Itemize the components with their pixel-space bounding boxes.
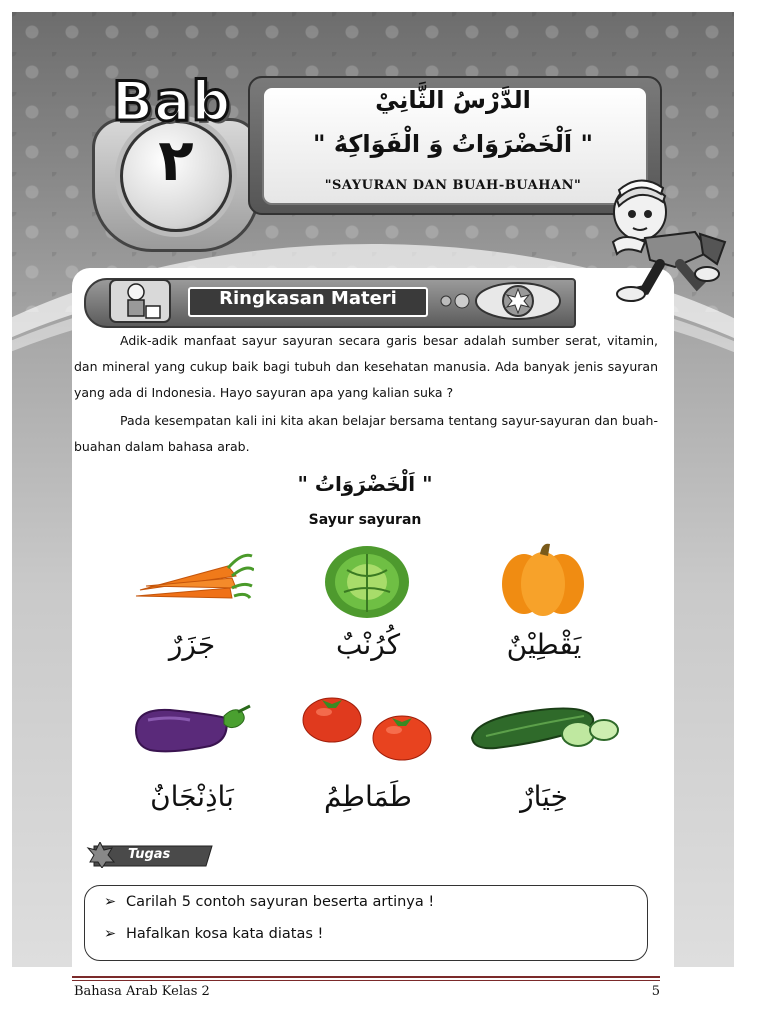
arabic-vegetables-heading: " اَلْخَضْرَوَاتُ " — [297, 472, 433, 496]
footer-rule-thin — [72, 980, 660, 981]
tugas-label: Tugas — [128, 847, 171, 862]
task-item — [104, 926, 323, 942]
arabic-word-cabbage: كُرُنْبٌ — [335, 628, 401, 661]
task-text: Hafalkan kosa kata diatas ! — [126, 926, 324, 942]
carrot-illustration — [132, 546, 254, 602]
footer-book-title: Bahasa Arab Kelas 2 — [74, 984, 210, 999]
tomato-illustration — [300, 690, 440, 768]
arabic-word-eggplant: بَاذِنْجَانٌ — [150, 780, 234, 813]
running-boy-illustration — [605, 172, 730, 307]
arrow-bullet-icon: ➢ — [104, 926, 117, 942]
latin-chapter-title: "SAYURAN DAN BUAH-BUAHAN" — [324, 178, 582, 193]
cucumber-illustration — [466, 698, 622, 754]
second-paragraph — [74, 408, 658, 460]
star-ornament-icon — [436, 281, 572, 321]
arabic-word-carrot: جَزَرٌ — [168, 628, 216, 661]
vegetables-heading: Sayur sayuran — [308, 512, 422, 528]
arrow-bullet-icon: ➢ — [104, 894, 117, 910]
student-icon — [100, 278, 178, 324]
task-item — [104, 894, 434, 910]
arabic-lesson-title: الدَّرْسُ الثَّانِيْ — [375, 86, 531, 114]
section-title: Ringkasan Materi — [219, 288, 397, 309]
eggplant-illustration — [130, 700, 252, 756]
arabic-word-tomato: طَمَاطِمُ — [324, 780, 412, 813]
chapter-number: ٢ — [158, 126, 194, 194]
intro-paragraph-text: Adik-adik manfaat sayur sayuran secara garis besar adalah sumber serat, vitamin, dan mineral yang cukup baik bagi tubuh dan kesehatan manusia. Ada banyak jenis sayuran yang ada di Indonesia. Hayo sayuran apa yang kalian suka ? — [74, 333, 658, 400]
intro-paragraph — [74, 328, 658, 406]
second-paragraph-text: Pada kesempatan kali ini kita akan belajar bersama tentang sayur-sayuran dan buah-buahan dalam bahasa arab. — [74, 413, 658, 454]
page-number: 5 — [651, 984, 660, 999]
task-text: Carilah 5 contoh sayuran beserta artinya ! — [126, 894, 435, 910]
bab-label: Bab — [112, 70, 232, 133]
footer-rule — [72, 976, 660, 978]
cabbage-illustration — [322, 540, 412, 620]
arabic-word-pumpkin: يَقْطِيْنٌ — [506, 628, 582, 661]
arabic-word-cucumber: خِيَارٌ — [520, 780, 568, 813]
arabic-chapter-title: " اَلْخَضْرَوَاتُ وَ الْفَوَاكِهُ " — [312, 130, 594, 158]
pumpkin-illustration — [498, 540, 588, 618]
